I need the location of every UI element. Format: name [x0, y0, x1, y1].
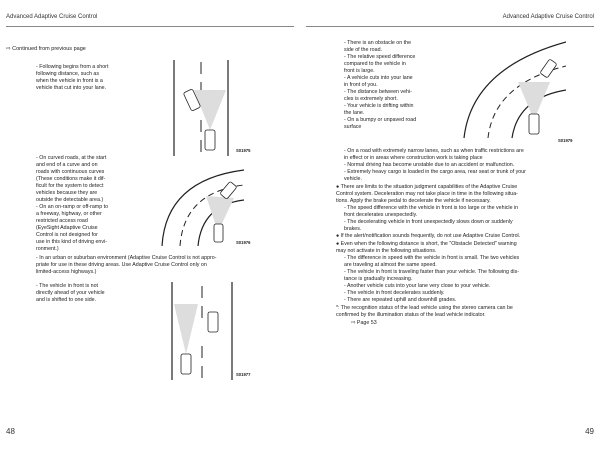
right-page-header: Advanced Adaptive Cruise Control: [502, 14, 594, 20]
illustration-offset-vehicle: [158, 282, 246, 380]
text-line: roads with continuous curves: [36, 168, 105, 175]
text-line: tions. Apply the brake pedal to decelerate the vehicle if necessary.: [336, 197, 491, 204]
text-line: - Following begins from a short: [36, 64, 109, 70]
text-line: - The relative speed difference: [344, 53, 416, 60]
text-line: and is shifted to one side.: [36, 296, 97, 303]
text-line: use in this kind of driving envi-: [36, 238, 107, 245]
own-car-icon: [205, 130, 215, 150]
illustration-cut-in: [160, 60, 242, 156]
text-line: - The vehicle in front decelerates suddenly.: [344, 289, 445, 296]
illustration-curve: [158, 160, 246, 248]
text-line: following distance, such as: [36, 70, 100, 77]
text-line: - There are repeated uphill and downhill grades.: [344, 296, 457, 303]
offset-diagram: [158, 282, 246, 380]
text-line: - On curved roads, at the start: [36, 155, 107, 161]
text-line: tance is gradually increasing.: [344, 275, 413, 282]
lead-car-icon: [220, 181, 237, 199]
right-bullet-3: [336, 241, 586, 255]
lead-car-icon: [540, 59, 557, 78]
text-line: Control system. Deceleration may not take place in time in the following situa-: [336, 190, 518, 197]
text-line: and end of a curve and on: [36, 161, 98, 168]
figure-code-1: S01975: [236, 148, 251, 153]
illustration-obstacle: [462, 38, 566, 140]
text-line: ronment.): [36, 245, 59, 252]
text-line: vehicle that cut into your lane.: [36, 84, 107, 91]
text-line: vehicles because they are: [36, 189, 98, 196]
text-line: - Another vehicle cuts into your lane very close to your vehicle.: [344, 282, 491, 289]
left-header-rule: [6, 26, 294, 27]
footnote: [336, 305, 586, 319]
own-car-icon: [181, 354, 191, 374]
figure-code-3: S01977: [236, 372, 251, 377]
text-line: may not activate in the following situations.: [336, 247, 437, 254]
curve-diagram: [158, 160, 246, 248]
text-line: - Extremely heavy cargo is loaded in the cargo area, rear seat or trunk of your: [344, 168, 526, 175]
text-line: brakes.: [344, 225, 362, 232]
text-line: - The vehicle in front is not: [36, 283, 99, 289]
text-line: outside the detectable area.): [36, 196, 104, 203]
text-line: restricted access road: [36, 217, 88, 224]
text-line: limited-access highways.): [36, 268, 97, 275]
text-line: ● Even when the following distance is short, the "Obstacle Detected" warning: [336, 241, 517, 247]
right-bullet-2: [336, 233, 586, 240]
text-line: front decelerates unexpectedly.: [344, 211, 418, 218]
right-block-4: [344, 255, 586, 304]
text-line: when the vehicle in front is a: [36, 77, 103, 84]
text-line: are traveling at almost the same speed.: [344, 261, 437, 268]
right-header-rule: [306, 26, 594, 27]
text-line: - On a bumpy or unpaved road: [344, 116, 417, 123]
text-line: (These conditions make it dif-: [36, 175, 106, 182]
text-line: in front of you.: [344, 81, 378, 88]
text-line: - On an on-ramp or off-ramp to: [36, 203, 109, 210]
text-line: - A vehicle cuts into your lane: [344, 74, 413, 81]
left-page-header: Advanced Adaptive Cruise Control: [6, 14, 98, 20]
left-block-1: [36, 64, 146, 92]
text-line: - The difference in speed with the vehicle in front is small. The two vehicles: [344, 255, 520, 261]
text-line: - The vehicle in front is traveling faster than your vehicle. The following dis-: [344, 268, 519, 275]
text-line: Control is not designed for: [36, 231, 98, 238]
left-block-3: [36, 255, 286, 276]
text-line: *: The recognition status of the lead vehicle using the stereo camera can be: [336, 305, 513, 311]
text-line: cles is extremely short.: [344, 95, 398, 102]
page-reference: ⇨ Page 53: [351, 320, 377, 326]
text-line: - There is an obstacle on the: [344, 40, 412, 46]
text-line: compared to the vehicle in: [344, 60, 406, 67]
text-line: in effect or in areas where construction work is taking place: [344, 154, 483, 161]
cut-in-diagram: [160, 60, 242, 156]
right-page-number: 49: [585, 427, 594, 436]
text-line: - On a road with extremely narrow lanes, such as when traffic restrictions are: [344, 148, 524, 154]
text-line: directly ahead of your vehicle: [36, 289, 105, 296]
own-car-icon: [214, 224, 223, 242]
obstacle-diagram: [462, 38, 566, 140]
lead-car-icon: [208, 312, 218, 332]
text-line: confirmed by the illumination status of the lead vehicle indicator.: [336, 311, 486, 318]
text-line: a freeway, highway, or other: [36, 210, 102, 217]
own-car-icon: [529, 114, 539, 134]
text-line: vehicle.: [344, 175, 362, 182]
figure-code-2: S01976: [236, 240, 251, 245]
text-line: - The speed difference with the vehicle in front is too large or the vehicle in: [344, 205, 519, 211]
right-block-1: [344, 40, 454, 131]
text-line: surface: [344, 123, 362, 130]
text-line: - The decelerating vehicle in front unexpectedly slows down or suddenly: [344, 218, 513, 225]
continued-from-previous: ⇨ Continued from previous page: [6, 46, 86, 52]
text-line: (EyeSight Adaptive Cruise: [36, 224, 98, 231]
left-block-2: [36, 155, 146, 253]
text-line: ficult for the system to detect: [36, 182, 104, 189]
right-bullet-1: [336, 184, 586, 205]
text-line: - Normal driving has become unstable due to an accident or malfunction.: [344, 161, 515, 168]
figure-code-4: S01979: [558, 138, 573, 143]
left-page-number: 48: [6, 427, 15, 436]
text-line: - The distance between vehi-: [344, 88, 412, 95]
text-line: - In an urban or suburban environment (Adaptive Cruise Control is not appro-: [36, 255, 217, 261]
text-line: the lane.: [344, 109, 365, 116]
text-line: priate for use in these driving areas. Use Adaptive Cruise Control only on: [36, 261, 207, 268]
left-block-4: [36, 283, 146, 304]
right-block-3: [344, 205, 586, 233]
text-line: ● There are limits to the situation judgment capabilities of the Adaptive Cruise: [336, 184, 518, 190]
text-line: - Your vehicle is drifting within: [344, 102, 414, 109]
right-block-2: [344, 148, 586, 183]
text-line: ● If the alert/notification sounds frequently, do not use Adaptive Cruise Control.: [336, 233, 521, 239]
text-line: front is large.: [344, 67, 375, 74]
text-line: side of the road.: [344, 46, 382, 53]
